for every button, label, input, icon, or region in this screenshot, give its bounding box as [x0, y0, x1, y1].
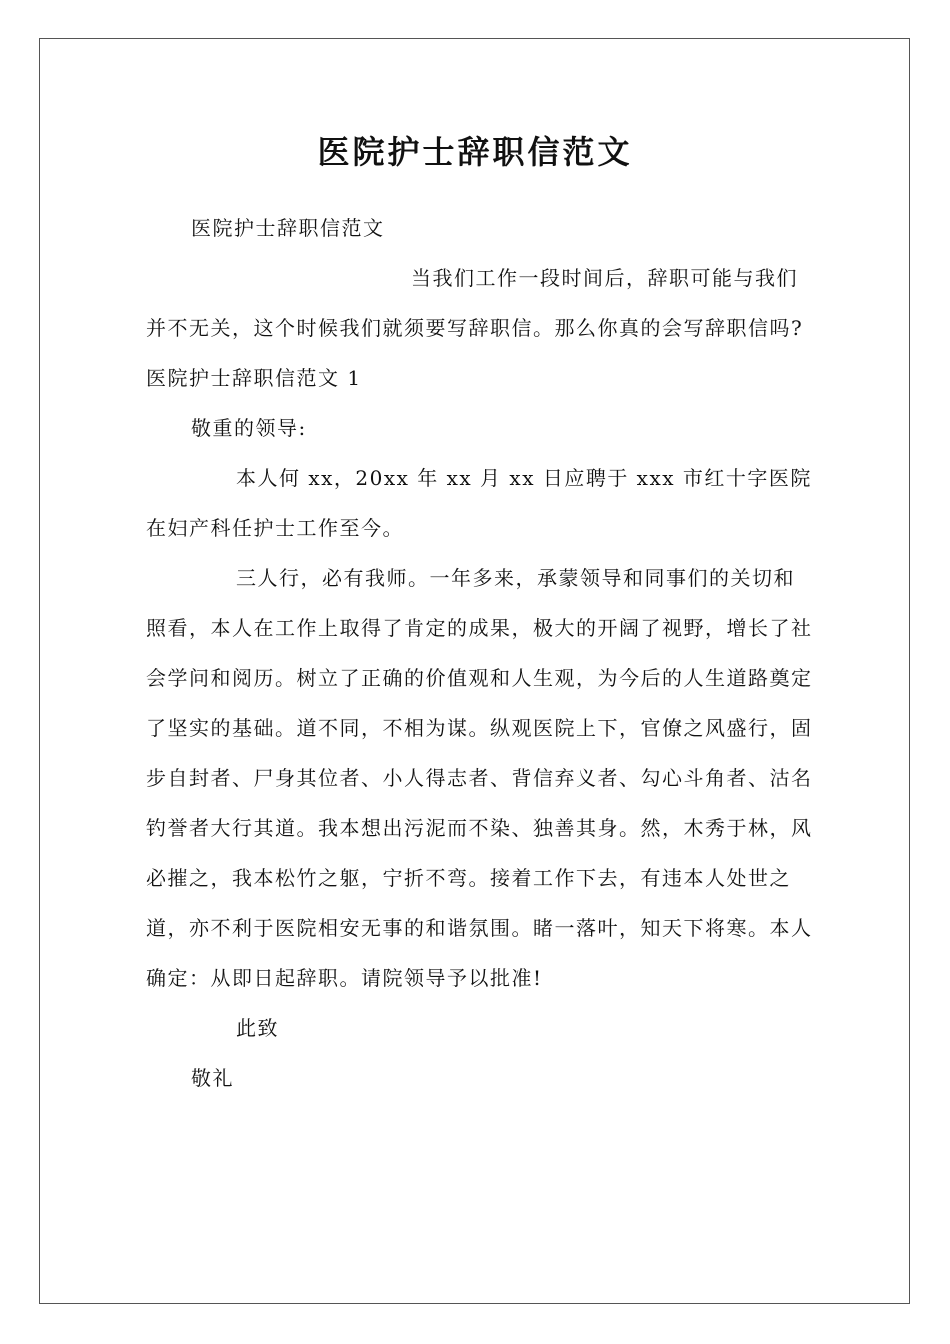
body-paragraph-2: 三人行，必有我师。一年多来，承蒙领导和同事们的关切和照看，本人在工作上取得了肯定的成果，极大的开阔了视野，增长了社会学问和阅历。树立了正确的价值观和人生观，为今后的人生道路奠定了坚实的基础。道不同，不相为谋。纵观医院上下，官僚之风盛行，固步自封者、尸身其位者、小人得志者、背信弃义者、勾心斗角者、沽名钓誉者大行其道。我本想出污泥而不染、独善其身。然，木秀于林，风必摧之，我本松竹之躯，宁折不弯。接着工作下去，有违本人处世之道，亦不利于医院相安无事的和谐氛围。睹一落叶，知天下将寒。本人确定：从即日起辞职。请院领导予以批准! — [146, 566, 813, 990]
subtitle: 医院护士辞职信范文 — [191, 216, 385, 240]
closing-line-2: 敬礼 — [191, 1066, 234, 1090]
document-title: 医院护士辞职信范文 — [317, 133, 633, 171]
body-paragraph-1: 本人何 xx，20xx 年 xx 月 xx 日应聘于 xxx 市红十字医院在妇产科任护士工作至今。 — [146, 466, 812, 540]
salutation: 敬重的领导: — [191, 416, 307, 440]
intro-paragraph: 当我们工作一段时间后，辞职可能与我们并不无关，这个时候我们就须要写辞职信。那么你真的会写辞职信吗? — [146, 266, 804, 340]
closing-line-1: 此致 — [236, 1016, 279, 1040]
document-body — [146, 203, 816, 1103]
section-heading: 医院护士辞职信范文 1 — [146, 366, 362, 390]
